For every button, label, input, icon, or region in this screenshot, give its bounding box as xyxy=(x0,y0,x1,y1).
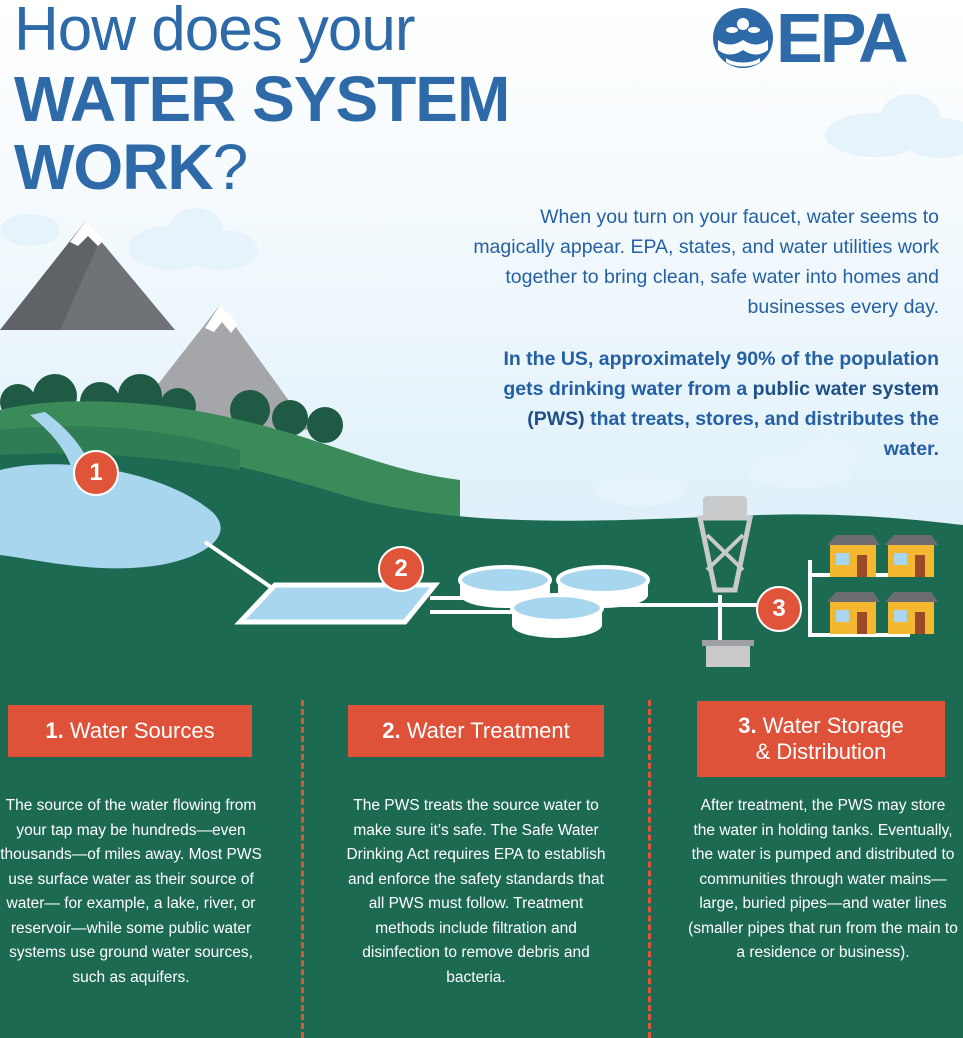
intro-p2-part1: In the US, approximately 90% of the population gets drinking water from a xyxy=(503,348,939,400)
title-line-1: How does your xyxy=(14,0,415,64)
intro-p2-pws: public water system (PWS) xyxy=(527,378,939,430)
step-3-body: After treatment, the PWS may store the water in holding tanks. Eventually, the water is pumped and distributed to communities through water mains—large, buried pipes—and water lines (smaller pipes that run from the main to a residence or business). xyxy=(688,797,958,961)
step-marker-1: 1 xyxy=(73,450,119,496)
step-3-title-line-1 xyxy=(697,713,945,739)
step-marker-3: 3 xyxy=(756,586,802,632)
epa-logo xyxy=(712,0,944,77)
column-divider-1 xyxy=(301,700,304,1038)
step-2-header xyxy=(348,705,604,757)
title-line-2: WATER SYSTEM xyxy=(14,63,510,135)
epa-flower-icon xyxy=(712,2,774,74)
title-line-3 xyxy=(14,130,247,204)
step-3-header xyxy=(697,701,945,777)
title-work: WORK xyxy=(14,131,213,203)
epa-wordmark: EPA xyxy=(776,0,906,77)
step-3-number: 3. xyxy=(738,713,757,738)
column-divider-2 xyxy=(648,700,651,1038)
step-2-body: The PWS treats the source water to make sure it’s safe. The Safe Water Drinking Act requires EPA to establish and enforce the safety standards that all PWS must follow. Treatment methods include filtration and disinfection to remove debris and bacteria. xyxy=(346,797,606,986)
title-question-mark: ? xyxy=(212,131,248,203)
step-1-body: The source of the water flowing from your tap may be hundreds—even thousands—of miles away. Most PWS use surface water as their source of water— for example, a lake, river, or reservoir—while some public water systems use ground water sources, such as aquifers. xyxy=(0,797,262,986)
step-3-title-line-2: & Distribution xyxy=(755,739,887,764)
step-1-number: 1. xyxy=(45,718,64,743)
step-1-title: Water Sources xyxy=(69,718,215,743)
intro-p2-part3: that treats, stores, and distributes the water. xyxy=(584,408,939,460)
step-1-header xyxy=(8,705,252,757)
intro-paragraph-1: When you turn on your faucet, water seems to magically appear. EPA, states, and water utilities work together to bring clean, safe water into homes and businesses every day. xyxy=(473,206,939,318)
intro-paragraph-2 xyxy=(469,344,939,464)
step-2-number: 2. xyxy=(382,718,401,743)
step-3-title-part1: Water Storage xyxy=(762,713,904,738)
step-marker-2: 2 xyxy=(378,546,424,592)
step-2-title: Water Treatment xyxy=(406,718,570,743)
